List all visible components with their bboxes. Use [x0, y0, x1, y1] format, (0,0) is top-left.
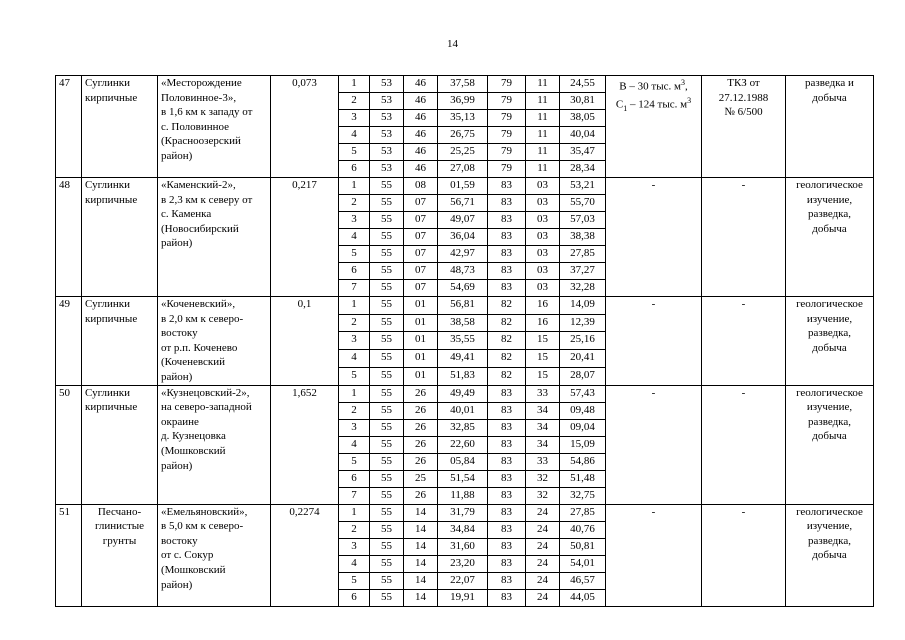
deposit-type	[82, 178, 158, 297]
coordinate-cell: 83	[488, 419, 526, 436]
coordinate-cell: 51,48	[560, 470, 606, 487]
coordinate-cell: 83	[488, 385, 526, 402]
coordinate-cell: 79	[488, 144, 526, 161]
deposit-number	[56, 297, 82, 386]
coordinate-cell: 36,99	[438, 93, 488, 110]
protocol-cell	[702, 297, 786, 386]
deposit-number-text: 50	[59, 386, 70, 399]
deposit-number	[56, 76, 82, 178]
coordinate-cell: 49,07	[438, 212, 488, 229]
page-number: 14	[447, 38, 458, 50]
deposit-number-text: 48	[59, 179, 70, 191]
point-number: 3	[339, 538, 370, 555]
coordinate-cell: 28,07	[560, 367, 606, 385]
coordinate-cell: 03	[526, 246, 560, 263]
coordinate-cell: 79	[488, 110, 526, 127]
coordinate-cell: 83	[488, 212, 526, 229]
protocol-cell	[702, 76, 786, 178]
deposit-number	[56, 178, 82, 297]
use-purpose-cell	[786, 385, 874, 504]
coordinate-cell: 01	[404, 367, 438, 385]
deposit-area	[271, 178, 339, 297]
coordinate-cell: 23,20	[438, 555, 488, 572]
coordinate-cell: 46	[404, 110, 438, 127]
point-number: 3	[339, 212, 370, 229]
coordinate-cell: 83	[488, 555, 526, 572]
point-number: 3	[339, 419, 370, 436]
coordinate-cell: 14,09	[560, 297, 606, 315]
coordinate-cell: 11	[526, 76, 560, 93]
table-row	[56, 178, 874, 195]
coordinate-cell: 49,49	[438, 385, 488, 402]
coordinate-cell: 07	[404, 195, 438, 212]
deposit-type	[82, 297, 158, 386]
coordinate-cell: 07	[404, 246, 438, 263]
coordinate-cell: 24	[526, 555, 560, 572]
coordinate-cell: 03	[526, 263, 560, 280]
coordinate-cell: 42,97	[438, 246, 488, 263]
point-number: 2	[339, 521, 370, 538]
coordinate-cell: 55	[370, 178, 404, 195]
point-number: 2	[339, 93, 370, 110]
point-number: 6	[339, 470, 370, 487]
coordinate-cell: 49,41	[438, 350, 488, 368]
coordinate-cell: 53	[370, 144, 404, 161]
protocol-cell	[702, 178, 786, 297]
coordinate-cell: 46	[404, 76, 438, 93]
use-purpose-text: разведка и добыча	[805, 77, 854, 104]
point-number: 1	[339, 297, 370, 315]
coordinate-cell: 38,38	[560, 229, 606, 246]
coordinate-cell: 32	[526, 487, 560, 504]
coordinate-cell: 53	[370, 110, 404, 127]
coordinate-cell: 01	[404, 332, 438, 350]
coordinate-cell: 24	[526, 538, 560, 555]
coordinate-cell: 83	[488, 280, 526, 297]
use-purpose-cell	[786, 504, 874, 606]
coordinate-cell: 20,41	[560, 350, 606, 368]
use-purpose-text: геологическое изучение, разведка, добыча	[796, 179, 863, 235]
coordinate-cell: 83	[488, 195, 526, 212]
deposit-type-text: Песчано- глинистые грунты	[94, 505, 145, 547]
coordinate-cell: 46,57	[560, 572, 606, 589]
deposit-name-text: «Месторождение Половинное-3», в 1,6 км к западу от с. Половинное (Красноозерский район)	[161, 77, 253, 162]
reserves-b: В – 30 тыс. м	[619, 80, 681, 93]
coordinate-cell: 03	[526, 178, 560, 195]
coordinate-cell: 01	[404, 297, 438, 315]
coordinate-cell: 79	[488, 161, 526, 178]
reserves-cell	[606, 178, 702, 297]
coordinate-cell: 38,58	[438, 314, 488, 332]
coordinate-cell: 55	[370, 402, 404, 419]
coordinate-cell: 56,81	[438, 297, 488, 315]
coordinate-cell: 32,85	[438, 419, 488, 436]
coordinate-cell: 46	[404, 127, 438, 144]
coordinate-cell: 27,85	[560, 246, 606, 263]
deposit-type-text: Суглинки кирпичные	[85, 386, 138, 414]
coordinate-cell: 14	[404, 504, 438, 521]
coordinate-cell: 55	[370, 332, 404, 350]
deposit-type-text: Суглинки кирпичные	[85, 179, 138, 206]
coordinate-cell: 53	[370, 127, 404, 144]
deposit-name	[158, 178, 271, 297]
reserves-text: -	[651, 298, 656, 310]
point-number: 5	[339, 572, 370, 589]
coordinate-cell: 11	[526, 110, 560, 127]
point-number: 7	[339, 487, 370, 504]
coordinate-cell: 07	[404, 263, 438, 280]
point-number: 4	[339, 350, 370, 368]
use-purpose-cell	[786, 76, 874, 178]
deposit-type-text: Суглинки кирпичные	[85, 77, 138, 104]
coordinate-cell: 54,01	[560, 555, 606, 572]
coordinate-cell: 25,25	[438, 144, 488, 161]
use-purpose-cell	[786, 178, 874, 297]
point-number: 4	[339, 229, 370, 246]
coordinate-cell: 46	[404, 144, 438, 161]
deposit-area-text: 0,073	[292, 77, 317, 89]
coordinate-cell: 05,84	[438, 453, 488, 470]
coordinate-cell: 83	[488, 246, 526, 263]
coordinate-cell: 83	[488, 487, 526, 504]
reserves-text: -	[651, 179, 656, 191]
table-row	[56, 504, 874, 521]
coordinate-cell: 55	[370, 297, 404, 315]
coordinate-cell: 22,60	[438, 436, 488, 453]
coordinate-cell: 83	[488, 453, 526, 470]
point-number: 1	[339, 385, 370, 402]
table-row	[56, 385, 874, 402]
protocol-text: -	[741, 298, 746, 310]
coordinate-cell: 03	[526, 229, 560, 246]
point-number: 7	[339, 280, 370, 297]
deposit-type	[82, 385, 158, 504]
deposit-area-text: 0,2274	[289, 505, 320, 518]
coordinate-cell: 37,58	[438, 76, 488, 93]
point-number: 4	[339, 127, 370, 144]
coordinate-cell: 14	[404, 521, 438, 538]
coordinate-cell: 26	[404, 453, 438, 470]
coordinate-cell: 11	[526, 127, 560, 144]
point-number: 3	[339, 110, 370, 127]
coordinate-cell: 34	[526, 402, 560, 419]
deposit-area-text: 0,1	[297, 298, 312, 310]
use-purpose-cell	[786, 297, 874, 386]
coordinate-cell: 24	[526, 589, 560, 606]
coordinate-cell: 27,85	[560, 504, 606, 521]
use-purpose-text: геологическое изучение, разведка, добыча	[796, 298, 863, 354]
deposit-area	[271, 504, 339, 606]
coordinate-cell: 25,16	[560, 332, 606, 350]
coordinate-cell: 79	[488, 76, 526, 93]
reserves-cell	[606, 385, 702, 504]
coordinate-cell: 35,47	[560, 144, 606, 161]
deposit-number-text: 47	[59, 77, 70, 89]
coordinate-cell: 54,69	[438, 280, 488, 297]
deposit-area	[271, 76, 339, 178]
coordinate-cell: 15,09	[560, 436, 606, 453]
coordinate-cell: 83	[488, 572, 526, 589]
coordinate-cell: 82	[488, 297, 526, 315]
coordinate-cell: 14	[404, 572, 438, 589]
coordinate-cell: 40,76	[560, 521, 606, 538]
coordinate-cell: 32,75	[560, 487, 606, 504]
coordinate-cell: 31,60	[438, 538, 488, 555]
coordinate-cell: 55	[370, 314, 404, 332]
coordinate-cell: 83	[488, 402, 526, 419]
coordinate-cell: 83	[488, 538, 526, 555]
use-purpose-text: геологическое изучение, разведка, добыча	[796, 505, 863, 562]
coordinate-cell: 55	[370, 229, 404, 246]
coordinate-cell: 79	[488, 127, 526, 144]
coordinate-cell: 15	[526, 332, 560, 350]
coordinate-cell: 55,70	[560, 195, 606, 212]
reserves-c-unit-sup: 3	[687, 96, 692, 106]
coordinate-cell: 55	[370, 555, 404, 572]
coordinate-cell: 46	[404, 161, 438, 178]
deposit-type	[82, 504, 158, 606]
coordinate-cell: 07	[404, 280, 438, 297]
point-number: 3	[339, 332, 370, 350]
table-row	[56, 297, 874, 315]
coordinate-cell: 11,88	[438, 487, 488, 504]
coordinate-cell: 53,21	[560, 178, 606, 195]
coordinate-cell: 57,03	[560, 212, 606, 229]
coordinate-cell: 14	[404, 538, 438, 555]
coordinate-cell: 11	[526, 161, 560, 178]
coordinate-cell: 24	[526, 504, 560, 521]
deposit-area	[271, 385, 339, 504]
coordinate-cell: 53	[370, 161, 404, 178]
coordinate-cell: 82	[488, 350, 526, 368]
deposits-table	[55, 75, 874, 607]
point-number: 6	[339, 161, 370, 178]
coordinate-cell: 55	[370, 385, 404, 402]
coordinate-cell: 36,04	[438, 229, 488, 246]
use-purpose-text: геологическое изучение, разведка, добыча	[796, 386, 863, 443]
coordinate-cell: 16	[526, 314, 560, 332]
coordinate-cell: 83	[488, 229, 526, 246]
deposit-name	[158, 385, 271, 504]
coordinate-cell: 56,71	[438, 195, 488, 212]
point-number: 6	[339, 263, 370, 280]
coordinate-cell: 57,43	[560, 385, 606, 402]
coordinate-cell: 01	[404, 350, 438, 368]
point-number: 6	[339, 589, 370, 606]
point-number: 2	[339, 402, 370, 419]
coordinate-cell: 79	[488, 93, 526, 110]
coordinate-cell: 32	[526, 470, 560, 487]
coordinate-cell: 11	[526, 144, 560, 161]
coordinate-cell: 26	[404, 419, 438, 436]
coordinate-cell: 46	[404, 93, 438, 110]
coordinate-cell: 01	[404, 314, 438, 332]
coordinate-cell: 32,28	[560, 280, 606, 297]
coordinate-cell: 55	[370, 367, 404, 385]
coordinate-cell: 83	[488, 504, 526, 521]
protocol-text: -	[741, 505, 746, 518]
coordinate-cell: 34	[526, 436, 560, 453]
coordinate-cell: 82	[488, 367, 526, 385]
coordinate-cell: 40,04	[560, 127, 606, 144]
coordinate-cell: 03	[526, 195, 560, 212]
coordinate-cell: 09,04	[560, 419, 606, 436]
coordinate-cell: 55	[370, 280, 404, 297]
coordinate-cell: 26	[404, 385, 438, 402]
reserves-cell	[606, 297, 702, 386]
deposit-name	[158, 297, 271, 386]
deposit-type	[82, 76, 158, 178]
coordinate-cell: 01,59	[438, 178, 488, 195]
coordinate-cell: 31,79	[438, 504, 488, 521]
coordinate-cell: 19,91	[438, 589, 488, 606]
coordinate-cell: 55	[370, 263, 404, 280]
coordinate-cell: 33	[526, 453, 560, 470]
coordinate-cell: 28,34	[560, 161, 606, 178]
protocol-cell	[702, 504, 786, 606]
reserves-b-unit-sup: 3	[680, 78, 685, 87]
reserves-c: – 124 тыс. м	[627, 98, 688, 111]
coordinate-cell: 33	[526, 385, 560, 402]
coordinate-cell: 26	[404, 436, 438, 453]
coordinate-cell: 50,81	[560, 538, 606, 555]
coordinate-cell: 35,55	[438, 332, 488, 350]
coordinate-cell: 55	[370, 436, 404, 453]
coordinate-cell: 24	[526, 572, 560, 589]
point-number: 5	[339, 367, 370, 385]
deposit-number-text: 49	[59, 298, 70, 310]
point-number: 2	[339, 314, 370, 332]
protocol-text: -	[741, 386, 746, 399]
coordinate-cell: 55	[370, 487, 404, 504]
reserves-c-sub: 1	[623, 104, 628, 114]
coordinate-cell: 83	[488, 470, 526, 487]
point-number: 1	[339, 76, 370, 93]
coordinate-cell: 15	[526, 350, 560, 368]
coordinate-cell: 16	[526, 297, 560, 315]
coordinate-cell: 24	[526, 521, 560, 538]
coordinate-cell: 83	[488, 521, 526, 538]
point-number: 4	[339, 436, 370, 453]
point-number: 5	[339, 246, 370, 263]
point-number: 5	[339, 144, 370, 161]
point-number: 5	[339, 453, 370, 470]
coordinate-cell: 40,01	[438, 402, 488, 419]
reserves-text: -	[651, 505, 656, 518]
deposit-name-text: «Коченевский», в 2,0 км к северо- востоку от р.п. Коченево (Коченевский район)	[161, 298, 244, 383]
coordinate-cell: 37,27	[560, 263, 606, 280]
protocol-text: ТКЗ от 27.12.1988 № 6/500	[718, 77, 769, 119]
coordinate-cell: 55	[370, 195, 404, 212]
coordinate-cell: 55	[370, 419, 404, 436]
protocol-cell	[702, 385, 786, 504]
deposit-number	[56, 504, 82, 606]
coordinate-cell: 03	[526, 280, 560, 297]
coordinate-cell: 08	[404, 178, 438, 195]
coordinate-cell: 55	[370, 246, 404, 263]
coordinate-cell: 48,73	[438, 263, 488, 280]
coordinate-cell: 34,84	[438, 521, 488, 538]
coordinate-cell: 55	[370, 538, 404, 555]
coordinate-cell: 83	[488, 436, 526, 453]
coordinate-cell: 07	[404, 212, 438, 229]
coordinate-cell: 53	[370, 76, 404, 93]
reserves-c-prefix: С	[615, 98, 624, 111]
deposit-number	[56, 385, 82, 504]
coordinate-cell: 55	[370, 212, 404, 229]
deposit-name-text: «Кузнецовский-2», на северо-западной окраине д. Кузнецовка (Мошковский район)	[161, 386, 252, 472]
reserves-cell: В – 30 тыс. $м^3$, $С_1 - 124$ тыс. $м^3$	[606, 76, 702, 178]
coordinate-cell: 51,54	[438, 470, 488, 487]
coordinate-cell: 25	[404, 470, 438, 487]
coordinate-cell: 55	[370, 572, 404, 589]
deposit-area-text: 0,217	[292, 179, 317, 191]
point-number: 4	[339, 555, 370, 572]
coordinate-cell: 26,75	[438, 127, 488, 144]
deposit-name-text: «Емельяновский», в 5,0 км к северо- востоку от с. Сокур (Мошковский район)	[161, 505, 248, 591]
deposit-name	[158, 76, 271, 178]
coordinate-cell: 38,05	[560, 110, 606, 127]
coordinate-cell: 27,08	[438, 161, 488, 178]
coordinate-cell: 55	[370, 350, 404, 368]
coordinate-cell: 83	[488, 263, 526, 280]
coordinate-cell: 26	[404, 487, 438, 504]
coordinate-cell: 82	[488, 332, 526, 350]
coordinate-cell: 83	[488, 589, 526, 606]
coordinate-cell: 51,83	[438, 367, 488, 385]
protocol-text: -	[741, 179, 746, 191]
coordinate-cell: 55	[370, 521, 404, 538]
coordinate-cell: 55	[370, 453, 404, 470]
deposit-area	[271, 297, 339, 386]
coordinate-cell: 30,81	[560, 93, 606, 110]
coordinate-cell: 55	[370, 504, 404, 521]
coordinate-cell: 03	[526, 212, 560, 229]
point-number: 1	[339, 504, 370, 521]
deposit-name	[158, 504, 271, 606]
coordinate-cell: 11	[526, 93, 560, 110]
coordinate-cell: 22,07	[438, 572, 488, 589]
coordinate-cell: 55	[370, 589, 404, 606]
coordinate-cell: 24,55	[560, 76, 606, 93]
deposit-name-text: «Каменский-2», в 2,3 км к северу от с. Каменка (Новосибирский район)	[161, 179, 253, 250]
deposit-type-text: Суглинки кирпичные	[85, 298, 138, 325]
deposit-number-text: 51	[59, 505, 70, 518]
coordinate-cell: 09,48	[560, 402, 606, 419]
deposit-area-text: 1,652	[292, 386, 317, 399]
coordinate-cell: 14	[404, 555, 438, 572]
coordinate-cell: 35,13	[438, 110, 488, 127]
coordinate-cell: 34	[526, 419, 560, 436]
reserves-cell	[606, 504, 702, 606]
coordinate-cell: 54,86	[560, 453, 606, 470]
coordinate-cell: 15	[526, 367, 560, 385]
coordinate-cell: 82	[488, 314, 526, 332]
table-row	[56, 76, 874, 93]
coordinate-cell: 26	[404, 402, 438, 419]
coordinate-cell: 07	[404, 229, 438, 246]
point-number: 1	[339, 178, 370, 195]
coordinate-cell: 55	[370, 470, 404, 487]
coordinate-cell: 12,39	[560, 314, 606, 332]
reserves-text: -	[651, 386, 656, 399]
coordinate-cell: 53	[370, 93, 404, 110]
coordinate-cell: 44,05	[560, 589, 606, 606]
coordinate-cell: 14	[404, 589, 438, 606]
point-number: 2	[339, 195, 370, 212]
coordinate-cell: 83	[488, 178, 526, 195]
